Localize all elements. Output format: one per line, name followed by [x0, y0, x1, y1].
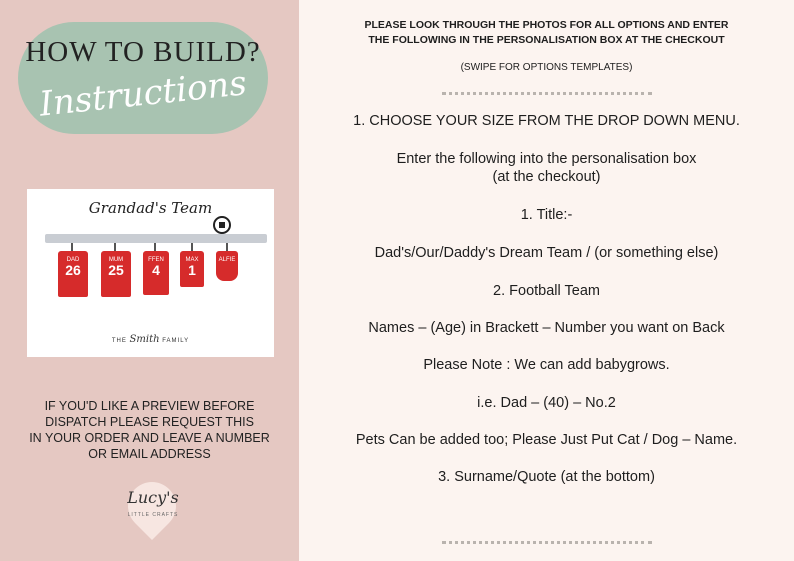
hook-icon	[71, 243, 73, 251]
instructions-header	[299, 18, 794, 48]
divider	[442, 92, 652, 95]
right-panel	[299, 0, 794, 561]
logo-subtitle: LITTLE CRAFTS	[127, 512, 179, 518]
shirt-name: MUM	[108, 257, 124, 263]
shirt-number: 4	[152, 262, 160, 278]
note-line: IN YOUR ORDER AND LEAVE A NUMBER	[29, 431, 270, 445]
brand-logo	[118, 482, 188, 542]
swipe-note: (SWIPE FOR OPTIONS TEMPLATES)	[460, 62, 633, 73]
how-to-build-badge	[18, 22, 268, 134]
shirt-name: DAD	[66, 257, 80, 263]
hook-icon	[191, 243, 193, 251]
instruction-line: Enter the following into the personalisation box	[396, 151, 697, 167]
shirt-number: 26	[65, 262, 81, 278]
hook-icon	[114, 243, 116, 251]
example-print-image	[27, 189, 274, 357]
left-panel	[0, 0, 299, 561]
badge-subtitle: Instructions	[37, 63, 249, 125]
step-surname: 3. Surname/Quote (at the bottom)	[438, 469, 655, 485]
shirt	[58, 251, 88, 297]
shirt-name: MAX	[185, 257, 199, 263]
title-options: Dad's/Our/Daddy's Dream Team / (or something else)	[374, 245, 719, 261]
family-left: THE	[111, 338, 127, 344]
shirt-name: FFEN	[148, 257, 164, 263]
shirt	[143, 251, 169, 295]
step-size: 1. CHOOSE YOUR SIZE FROM THE DROP DOWN MENU.	[353, 113, 740, 129]
pets-note: Pets Can be added too; Please Just Put Cat / Dog – Name.	[355, 432, 738, 448]
shirt-number: 1	[188, 262, 196, 278]
instruction-line: (at the checkout)	[492, 169, 601, 185]
note-line: OR EMAIL ADDRESS	[88, 447, 211, 461]
header-line: THE FOLLOWING IN THE PERSONALISATION BOX AT THE CHECKOUT	[368, 34, 725, 46]
family-right: FAMILY	[162, 338, 190, 344]
logo-name: Lucy's	[127, 488, 179, 507]
shirt-number: 25	[108, 262, 124, 278]
example-line: i.e. Dad – (40) – No.2	[477, 395, 616, 411]
family-surname: Smith	[129, 334, 160, 345]
hook-icon	[154, 243, 156, 251]
print-title: Grandad's Team	[88, 199, 213, 217]
shelf	[45, 234, 267, 243]
step-team: 2. Football Team	[493, 283, 600, 299]
hook-icon	[226, 243, 228, 251]
family-caption	[27, 334, 274, 345]
shirt-name: ALFIE	[218, 257, 236, 263]
babygrow-note: Please Note : We can add babygrows.	[423, 357, 670, 373]
step-title: 1. Title:-	[520, 207, 573, 223]
shirt	[101, 251, 131, 297]
badge-title: HOW TO BUILD?	[25, 36, 261, 68]
note-line: IF YOU'D LIKE A PREVIEW BEFORE	[44, 399, 255, 413]
note-line: DISPATCH PLEASE REQUEST THIS	[45, 415, 254, 429]
pet-shirt	[216, 251, 238, 281]
football-icon	[213, 216, 231, 234]
preview-note	[0, 398, 299, 462]
header-line: PLEASE LOOK THROUGH THE PHOTOS FOR ALL OPTIONS AND ENTER	[364, 19, 729, 31]
shirt	[180, 251, 204, 287]
names-format: Names – (Age) in Brackett – Number you want on Back	[368, 320, 725, 336]
divider	[442, 541, 652, 544]
